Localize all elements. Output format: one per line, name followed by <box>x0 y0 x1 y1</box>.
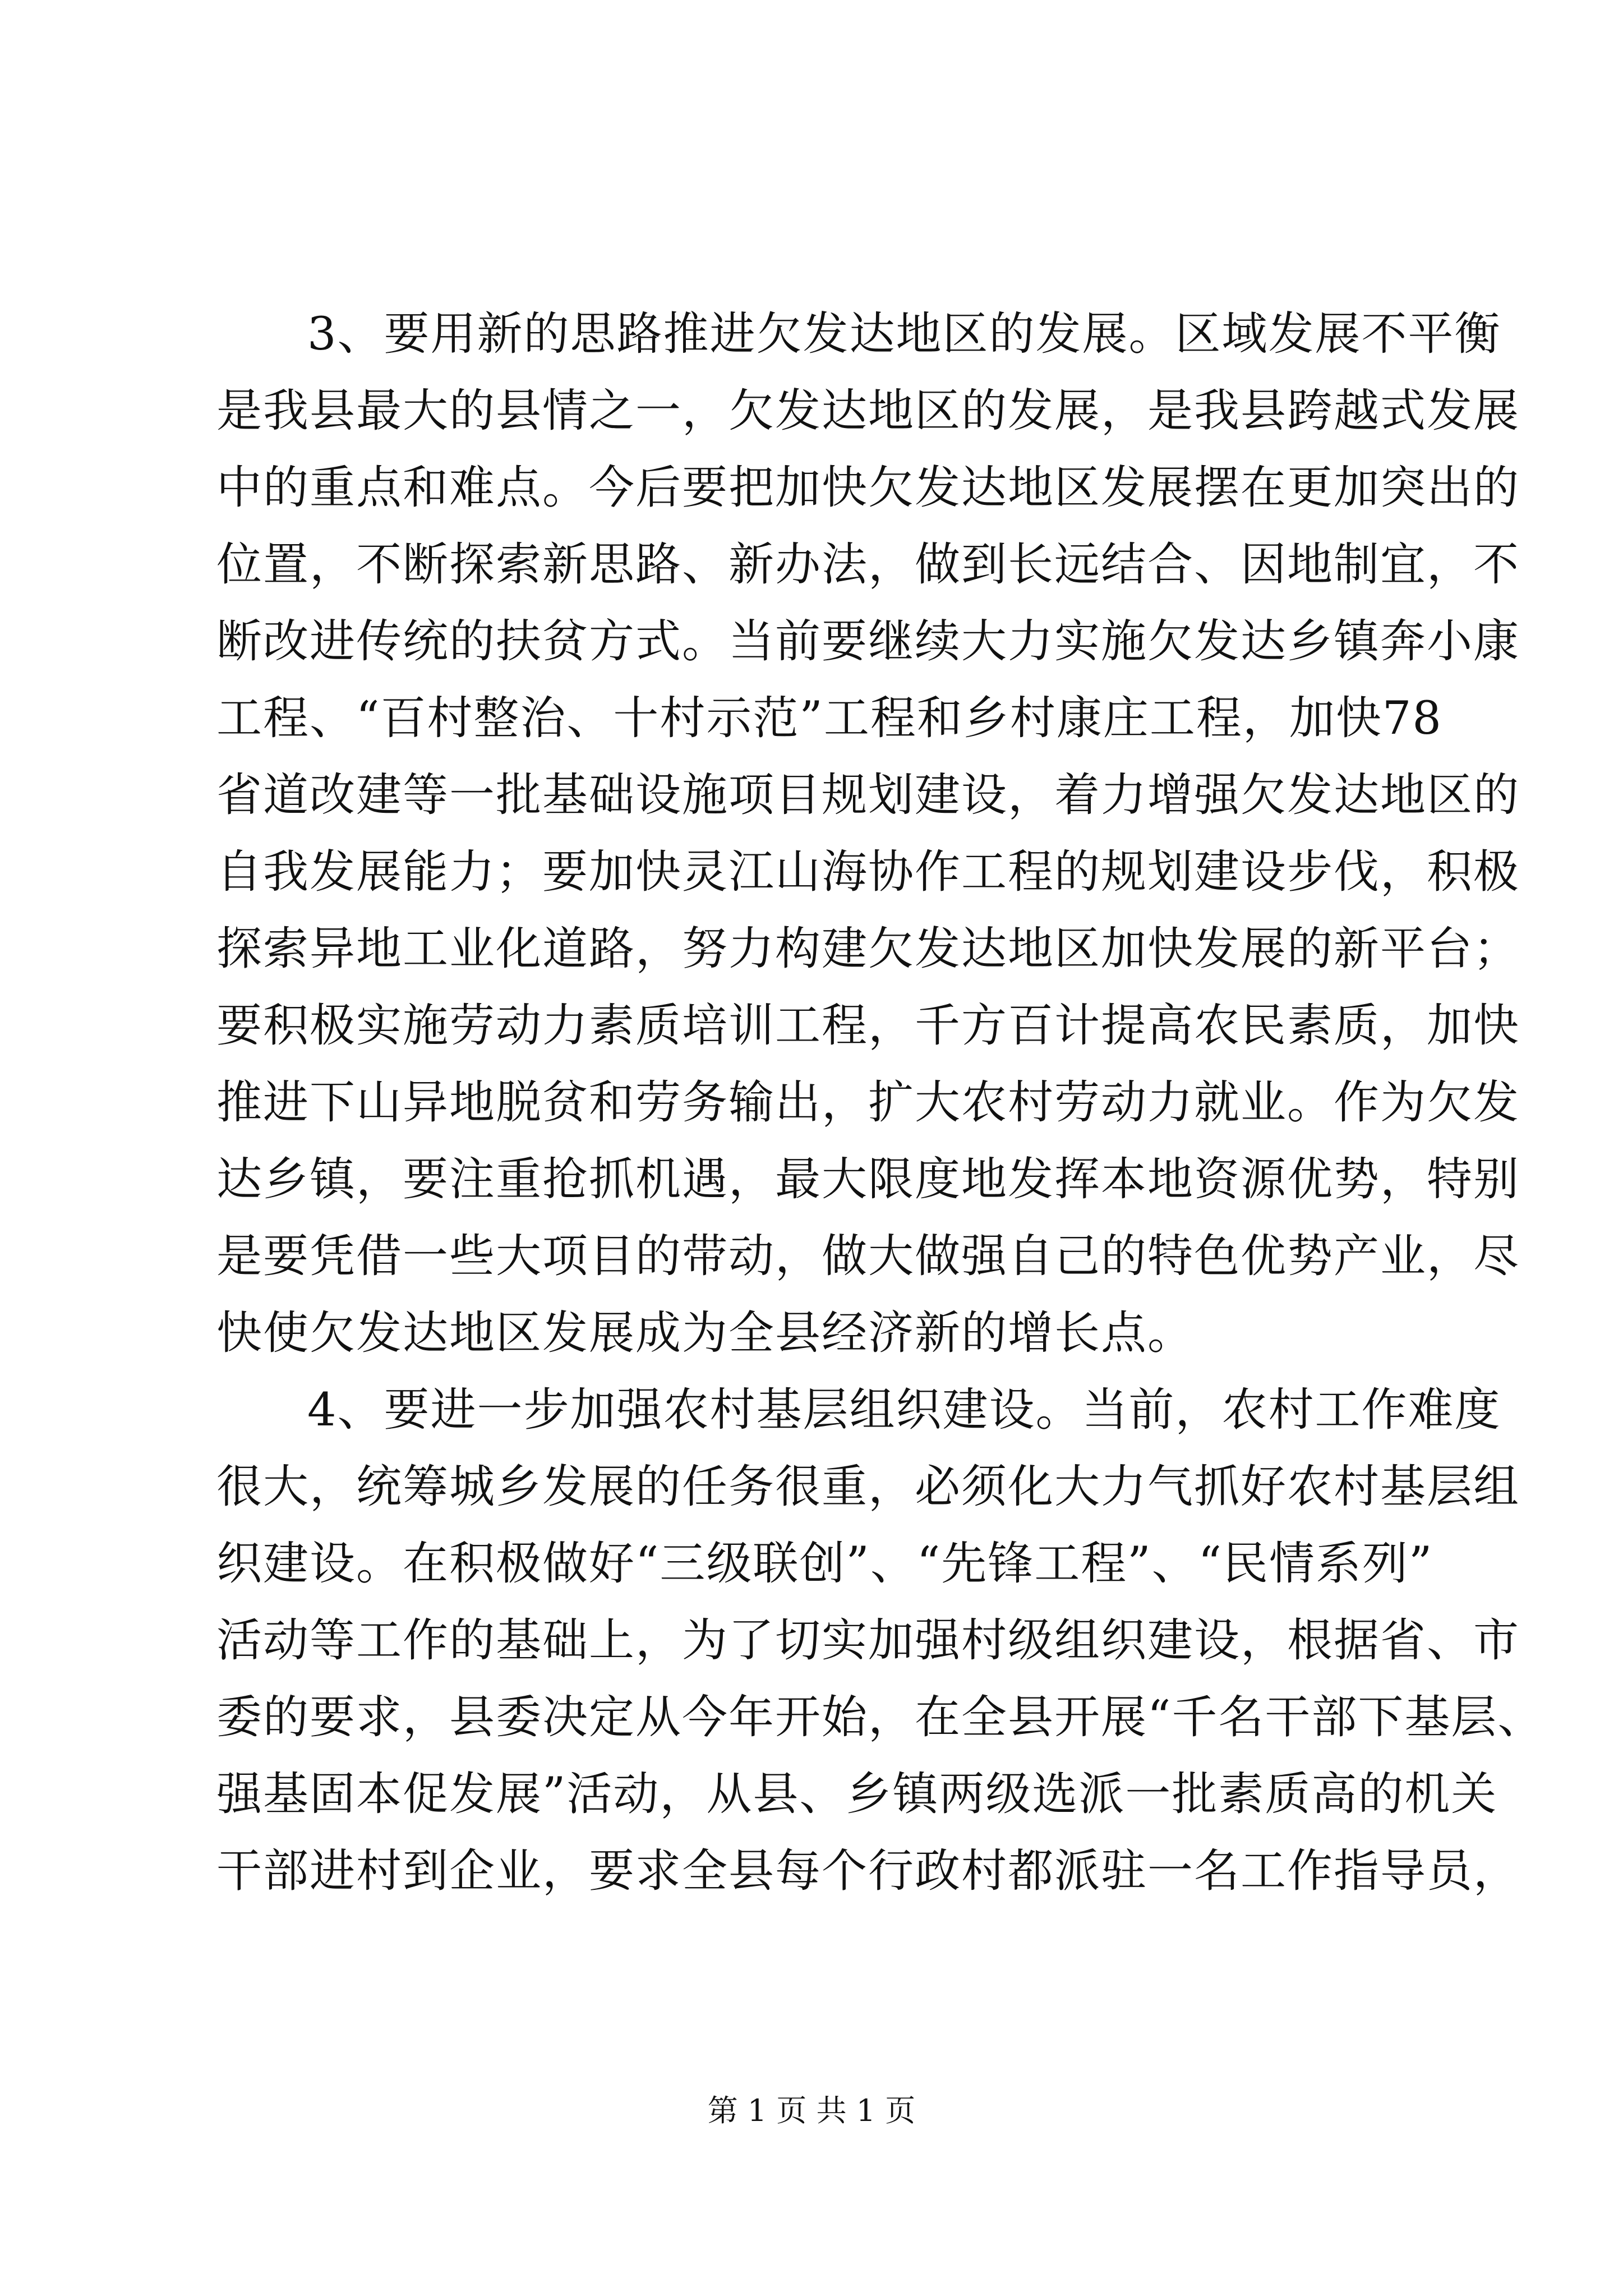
text-line: 推进下山异地脱贫和劳务输出，扩大农村劳动力就业。作为欠发 <box>216 1076 1520 1129</box>
page-number: 第 1 页 共 1 页 <box>707 2093 916 2128</box>
text-line: 中的重点和难点。今后要把加快欠发达地区发展摆在更加突出的 <box>216 462 1520 514</box>
page-footer <box>0 2091 1623 2131</box>
text-line: 很大，统筹城乡发展的任务很重，必须化大力气抓好农村基层组 <box>216 1461 1520 1513</box>
text-line: 达乡镇，要注重抢抓机遇，最大限度地发挥本地资源优势，特别 <box>216 1153 1520 1206</box>
text-line: 位置，不断探索新思路、新办法，做到长远结合、因地制宜，不 <box>216 539 1520 591</box>
text-line: 快使欠发达地区发展成为全县经济新的增长点。 <box>216 1307 1195 1360</box>
text-line: 要积极实施劳动力素质培训工程，千方百计提高农民素质，加快 <box>216 1000 1520 1052</box>
text-line: 强基固本促发展”活动，从县、乡镇两级选派一批素质高的机关 <box>216 1768 1498 1821</box>
text-line: 织建设。在积极做好“三级联创”、“先锋工程”、“民情系列” <box>216 1538 1433 1590</box>
text-line: 断改进传统的扶贫方式。当前要继续大力实施欠发达乡镇奔小康 <box>216 615 1520 668</box>
text-line: 干部进村到企业，要求全县每个行政村都派驻一名工作指导员， <box>216 1845 1520 1898</box>
text-line: 活动等工作的基础上，为了切实加强村级组织建设，根据省、市 <box>216 1614 1520 1667</box>
text-line: 是我县最大的县情之一，欠发达地区的发展，是我县跨越式发展 <box>216 385 1520 438</box>
text-line: 探索异地工业化道路，努力构建欠发达地区加快发展的新平台； <box>216 923 1520 976</box>
text-line: 工程、“百村整治、十村示范”工程和乡村康庄工程，加快78 <box>216 692 1442 745</box>
text-line: 自我发展能力；要加快灵江山海协作工程的规划建设步伐，积极 <box>216 846 1520 899</box>
text-line: 4、要进一步加强农村基层组织建设。当前，农村工作难度 <box>307 1384 1501 1437</box>
text-line: 是要凭借一些大项目的带动，做大做强自己的特色优势产业，尽 <box>216 1230 1520 1283</box>
text-line: 省道改建等一批基础设施项目规划建设，着力增强欠发达地区的 <box>216 769 1520 822</box>
text-line: 3、要用新的思路推进欠发达地区的发展。区域发展不平衡 <box>307 308 1501 361</box>
body-text <box>216 296 1544 1910</box>
text-line: 委的要求，县委决定从今年开始，在全县开展“千名干部下基层、 <box>216 1691 1544 1744</box>
